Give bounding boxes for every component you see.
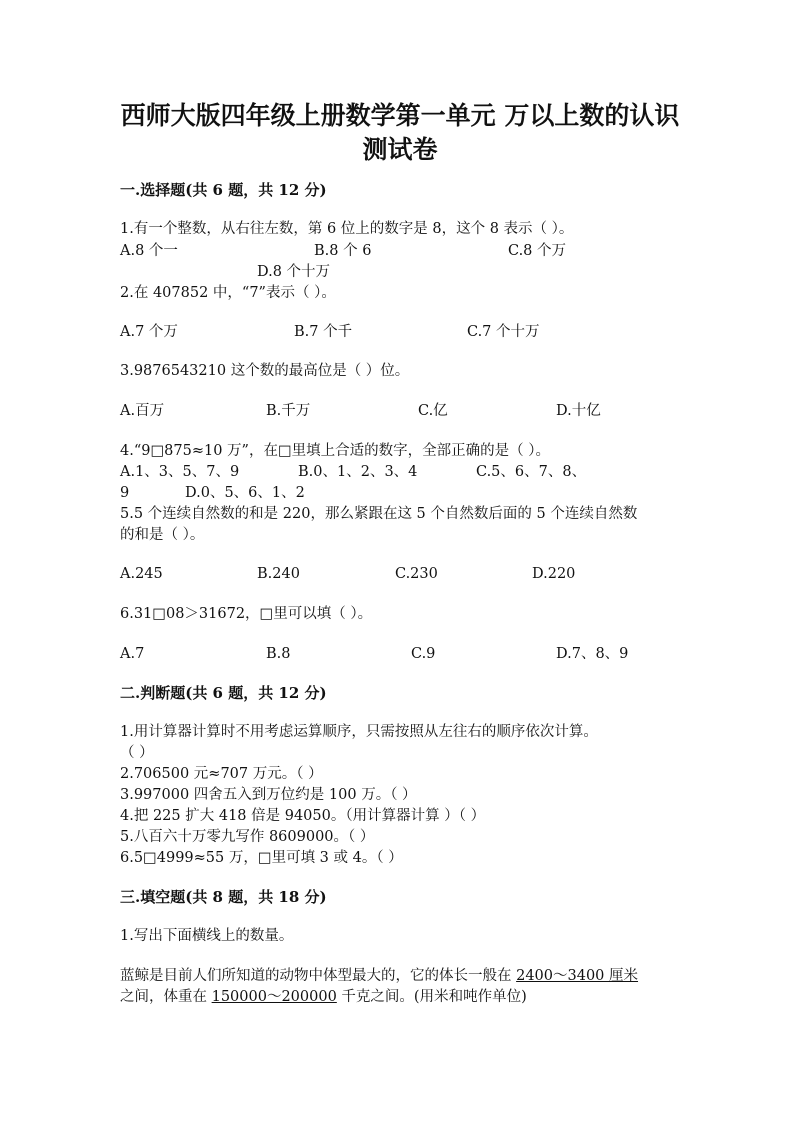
q1-2-option-c: C.7 个十万 bbox=[467, 324, 540, 340]
q1-2-stem: 2.在 407852 中，“7”表示（ ）。 bbox=[120, 285, 336, 301]
q3-1: 1.写出下面横线上的数量。 bbox=[120, 928, 294, 944]
q3-1-paragraph-line1 bbox=[120, 966, 638, 986]
q1-3-option-a: A.百万 bbox=[120, 403, 165, 419]
q2-4: 4.把 225 扩大 418 倍是 94050。（用计算器计算 ）（ ） bbox=[120, 808, 486, 824]
q1-5-option-a: A.245 bbox=[120, 566, 163, 582]
q1-1-option-d: D.8 个十万 bbox=[257, 264, 331, 280]
q2-1-line1: 1.用计算器计算时不用考虑运算顺序，只需按照从左往右的顺序依次计算。 bbox=[120, 724, 598, 740]
para-line2-underlined: 150000～200000 bbox=[211, 989, 337, 1005]
q1-5-option-c: C.230 bbox=[395, 566, 438, 582]
q1-6-option-d: D.7、8、9 bbox=[556, 646, 629, 662]
q2-1-line2: （ ） bbox=[120, 745, 154, 761]
document-title-line1: 西师大版四年级上册数学第一单元 万以上数的认识 bbox=[120, 101, 680, 130]
q1-2-option-a: A.7 个万 bbox=[120, 324, 178, 340]
para-line2-text: 之间，体重在 bbox=[120, 989, 212, 1005]
q1-5-stem-line1: 5.5 个连续自然数的和是 220，那么紧跟在这 5 个自然数后面的 5 个连续自然数 bbox=[120, 506, 638, 522]
q1-4-option-d: D.0、5、6、1、2 bbox=[185, 485, 305, 501]
q1-3-option-c: C.亿 bbox=[418, 403, 448, 419]
q1-5-option-b: B.240 bbox=[257, 566, 300, 582]
para-line1-text: 蓝鲸是目前人们所知道的动物中体型最大的，它的体长一般在 bbox=[120, 968, 517, 984]
q1-1-option-c: C.8 个万 bbox=[508, 243, 567, 259]
q2-6: 6.5□4999≈55 万，□里可填 3 或 4。（ ） bbox=[120, 850, 403, 866]
q1-5-option-d: D.220 bbox=[532, 566, 576, 582]
q1-4-option-b: B.0、1、2、3、4 bbox=[298, 464, 418, 480]
q3-1-paragraph-line2 bbox=[120, 987, 527, 1007]
q1-4-option-c: C.5、6、7、8、 bbox=[476, 464, 587, 480]
q1-3-option-d: D.十亿 bbox=[556, 403, 601, 419]
q1-3-option-b: B.千万 bbox=[266, 403, 311, 419]
q1-6-option-c: C.9 bbox=[411, 646, 436, 662]
q1-4-option-c-cont: 9 bbox=[120, 485, 130, 501]
para-line2-tail: 千克之间。(用米和吨作单位) bbox=[336, 989, 527, 1005]
q1-6-stem: 6.31□08＞31672，□里可以填（ ）。 bbox=[120, 606, 373, 622]
q1-4-option-a: A.1、3、5、7、9 bbox=[120, 464, 240, 480]
q1-1-option-a: A.8 个一 bbox=[120, 243, 178, 259]
q1-5-stem-line2: 的和是（ ）。 bbox=[120, 527, 205, 543]
q2-2: 2.706500 元≈707 万元。（ ） bbox=[120, 766, 323, 782]
q1-6-option-b: B.8 bbox=[266, 646, 291, 662]
q2-5: 5.八百六十万零九写作 8609000。（ ） bbox=[120, 829, 375, 845]
q1-4-stem: 4.“9□875≈10 万”，在□里填上合适的数字，全部正确的是（ ）。 bbox=[120, 443, 551, 459]
section3-heading: 三.填空题(共 8 题，共 18 分) bbox=[120, 888, 327, 906]
q1-3-stem: 3.9876543210 这个数的最高位是（ ）位。 bbox=[120, 363, 410, 379]
q1-1-stem: 1.有一个整数，从右往左数，第 6 位上的数字是 8，这个 8 表示（ ）。 bbox=[120, 221, 574, 237]
q1-6-option-a: A.7 bbox=[120, 646, 145, 662]
document-title-line2: 测试卷 bbox=[362, 135, 438, 164]
section2-heading: 二.判断题(共 6 题，共 12 分) bbox=[120, 684, 327, 702]
q2-3: 3.997000 四舍五入到万位约是 100 万。（ ） bbox=[120, 787, 417, 803]
q1-1-option-b: B.8 个 6 bbox=[314, 243, 372, 259]
para-line1-underlined: 2400～3400 厘米 bbox=[516, 968, 639, 984]
section1-heading: 一.选择题(共 6 题，共 12 分) bbox=[120, 181, 327, 199]
q1-2-option-b: B.7 个千 bbox=[294, 324, 353, 340]
